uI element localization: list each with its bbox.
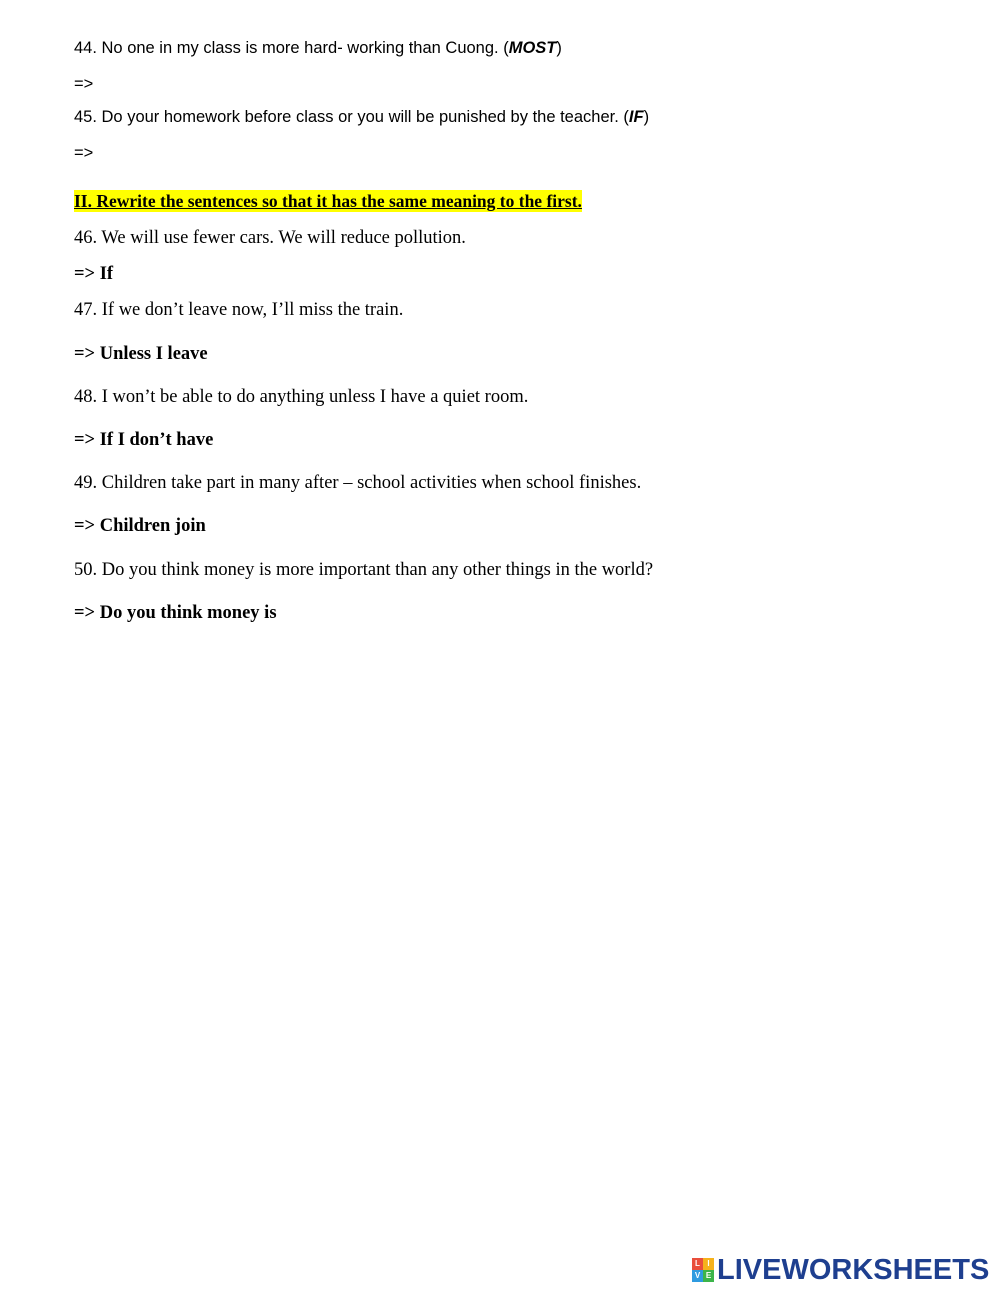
answer-44[interactable]: => [74,75,94,93]
logo-mark-letter-3: V [692,1270,703,1282]
section-heading-text: II. Rewrite the sentences so that it has the same meaning to the first. [74,191,582,211]
question-45-close: ) [643,108,650,126]
answer-48[interactable]: => If I don’t have [74,430,214,450]
question-48: 48. I won’t be able to do anything unless I have a quiet room. [74,387,529,407]
question-45 [74,109,649,126]
logo-text: LIVEWORKSHEETS [717,1253,990,1286]
question-49: 49. Children take part in many after – school activities when school finishes. [74,473,642,493]
answer-47[interactable]: => Unless I leave [74,344,208,364]
section-heading [74,193,582,211]
question-45-keyword: IF [628,108,644,126]
question-46: 46. We will use fewer cars. We will reduce pollution. [74,228,466,248]
question-44 [74,40,562,57]
answer-46[interactable]: => If [74,264,114,284]
logo-mark-letter-4: E [703,1270,714,1282]
question-44-keyword: MOST [508,39,557,57]
live-mark-icon [692,1258,714,1282]
question-50: 50. Do you think money is more important than any other things in the world? [74,560,654,580]
liveworksheets-logo [692,1253,990,1286]
answer-45[interactable]: => [74,144,94,162]
question-47: 47. If we don’t leave now, I’ll miss the train. [74,300,404,320]
question-44-close: ) [556,39,562,57]
answer-50[interactable]: => Do you think money is [74,603,277,623]
answer-49[interactable]: => Children join [74,516,206,536]
question-44-text: 44. No one in my class is more hard- working than Cuong. ( [74,39,509,57]
logo-mark-letter-2: I [703,1258,714,1270]
question-45-text: 45. Do your homework before class or you will be punished by the teacher. ( [74,108,629,126]
logo-mark-letter-1: L [692,1258,703,1270]
